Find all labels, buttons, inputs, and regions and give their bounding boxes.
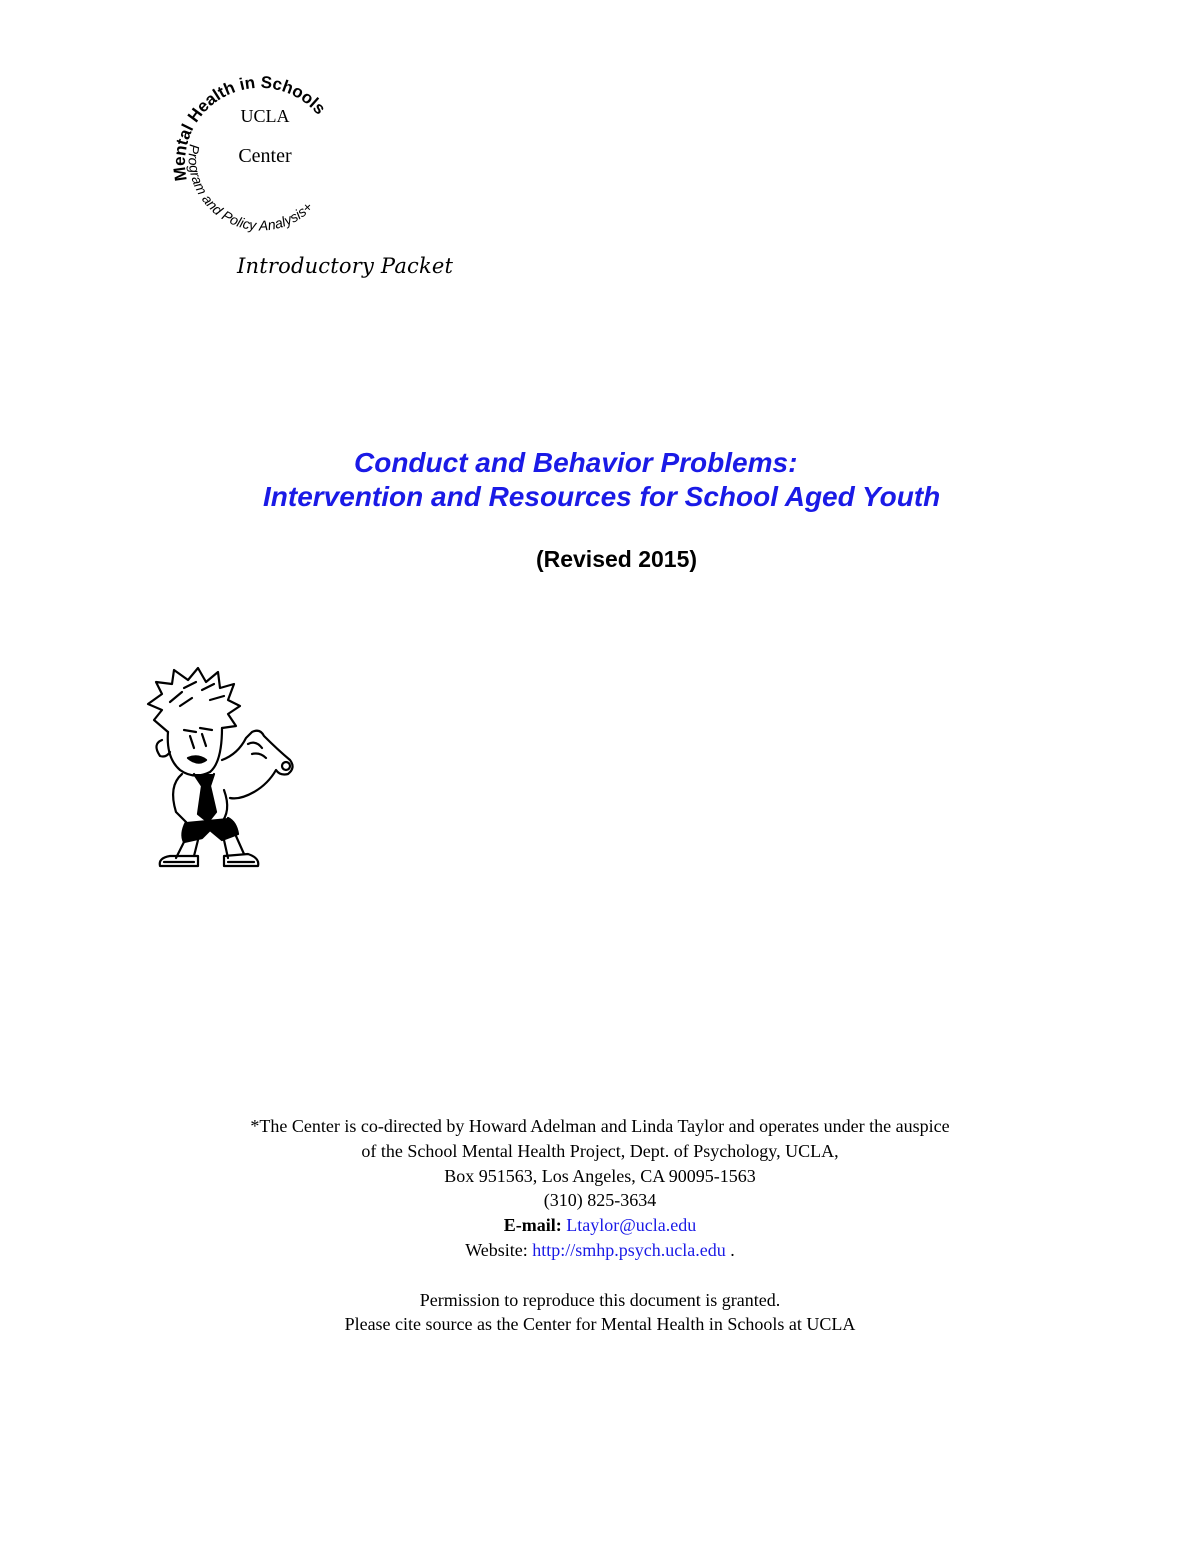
seal-ring-top-text: Mental Health in Schools xyxy=(169,72,330,183)
website-link[interactable]: http://smhp.psych.ucla.edu xyxy=(532,1239,726,1260)
footer-website-line xyxy=(0,1238,1200,1263)
footer-cite-line: Please cite source as the Center for Mental Health in Schools at UCLA xyxy=(344,1314,856,1335)
email-label: E-mail: xyxy=(503,1215,562,1236)
footer-permission-line: Permission to reproduce this document is granted. xyxy=(419,1289,781,1310)
contact-footer xyxy=(0,1114,1200,1337)
website-suffix: . xyxy=(730,1239,735,1260)
ucla-center-seal-logo xyxy=(160,52,360,252)
footer-directors-line: *The Center is co-directed by Howard Adelman and Linda Taylor and operates under the auspice xyxy=(250,1116,950,1136)
footer-project-line: of the School Mental Health Project, Dept. of Psychology, UCLA, xyxy=(361,1140,839,1161)
footer-phone: (310) 825-3634 xyxy=(543,1190,657,1211)
website-label: Website: xyxy=(465,1239,528,1260)
cartoon-boy-illustration xyxy=(140,662,300,872)
footer-email-line xyxy=(0,1213,1200,1238)
seal-ucla-text: UCLA xyxy=(240,106,290,126)
footer-address-line: Box 951563, Los Angeles, CA 90095-1563 xyxy=(444,1165,756,1186)
email-link[interactable]: Ltaylor@ucla.edu xyxy=(566,1215,697,1236)
revised-date: (Revised 2015) xyxy=(535,546,698,572)
title-line-2: Intervention and Resources for School Aged Youth xyxy=(263,481,941,512)
footer-spacer xyxy=(0,1263,1200,1288)
seal-ring-bottom-text: Program and Policy Analysis+ xyxy=(185,143,316,234)
seal-center-text: Center xyxy=(238,145,292,167)
introductory-packet-label: Introductory Packet xyxy=(237,254,454,278)
title-line-1: Conduct and Behavior Problems: xyxy=(354,447,798,478)
